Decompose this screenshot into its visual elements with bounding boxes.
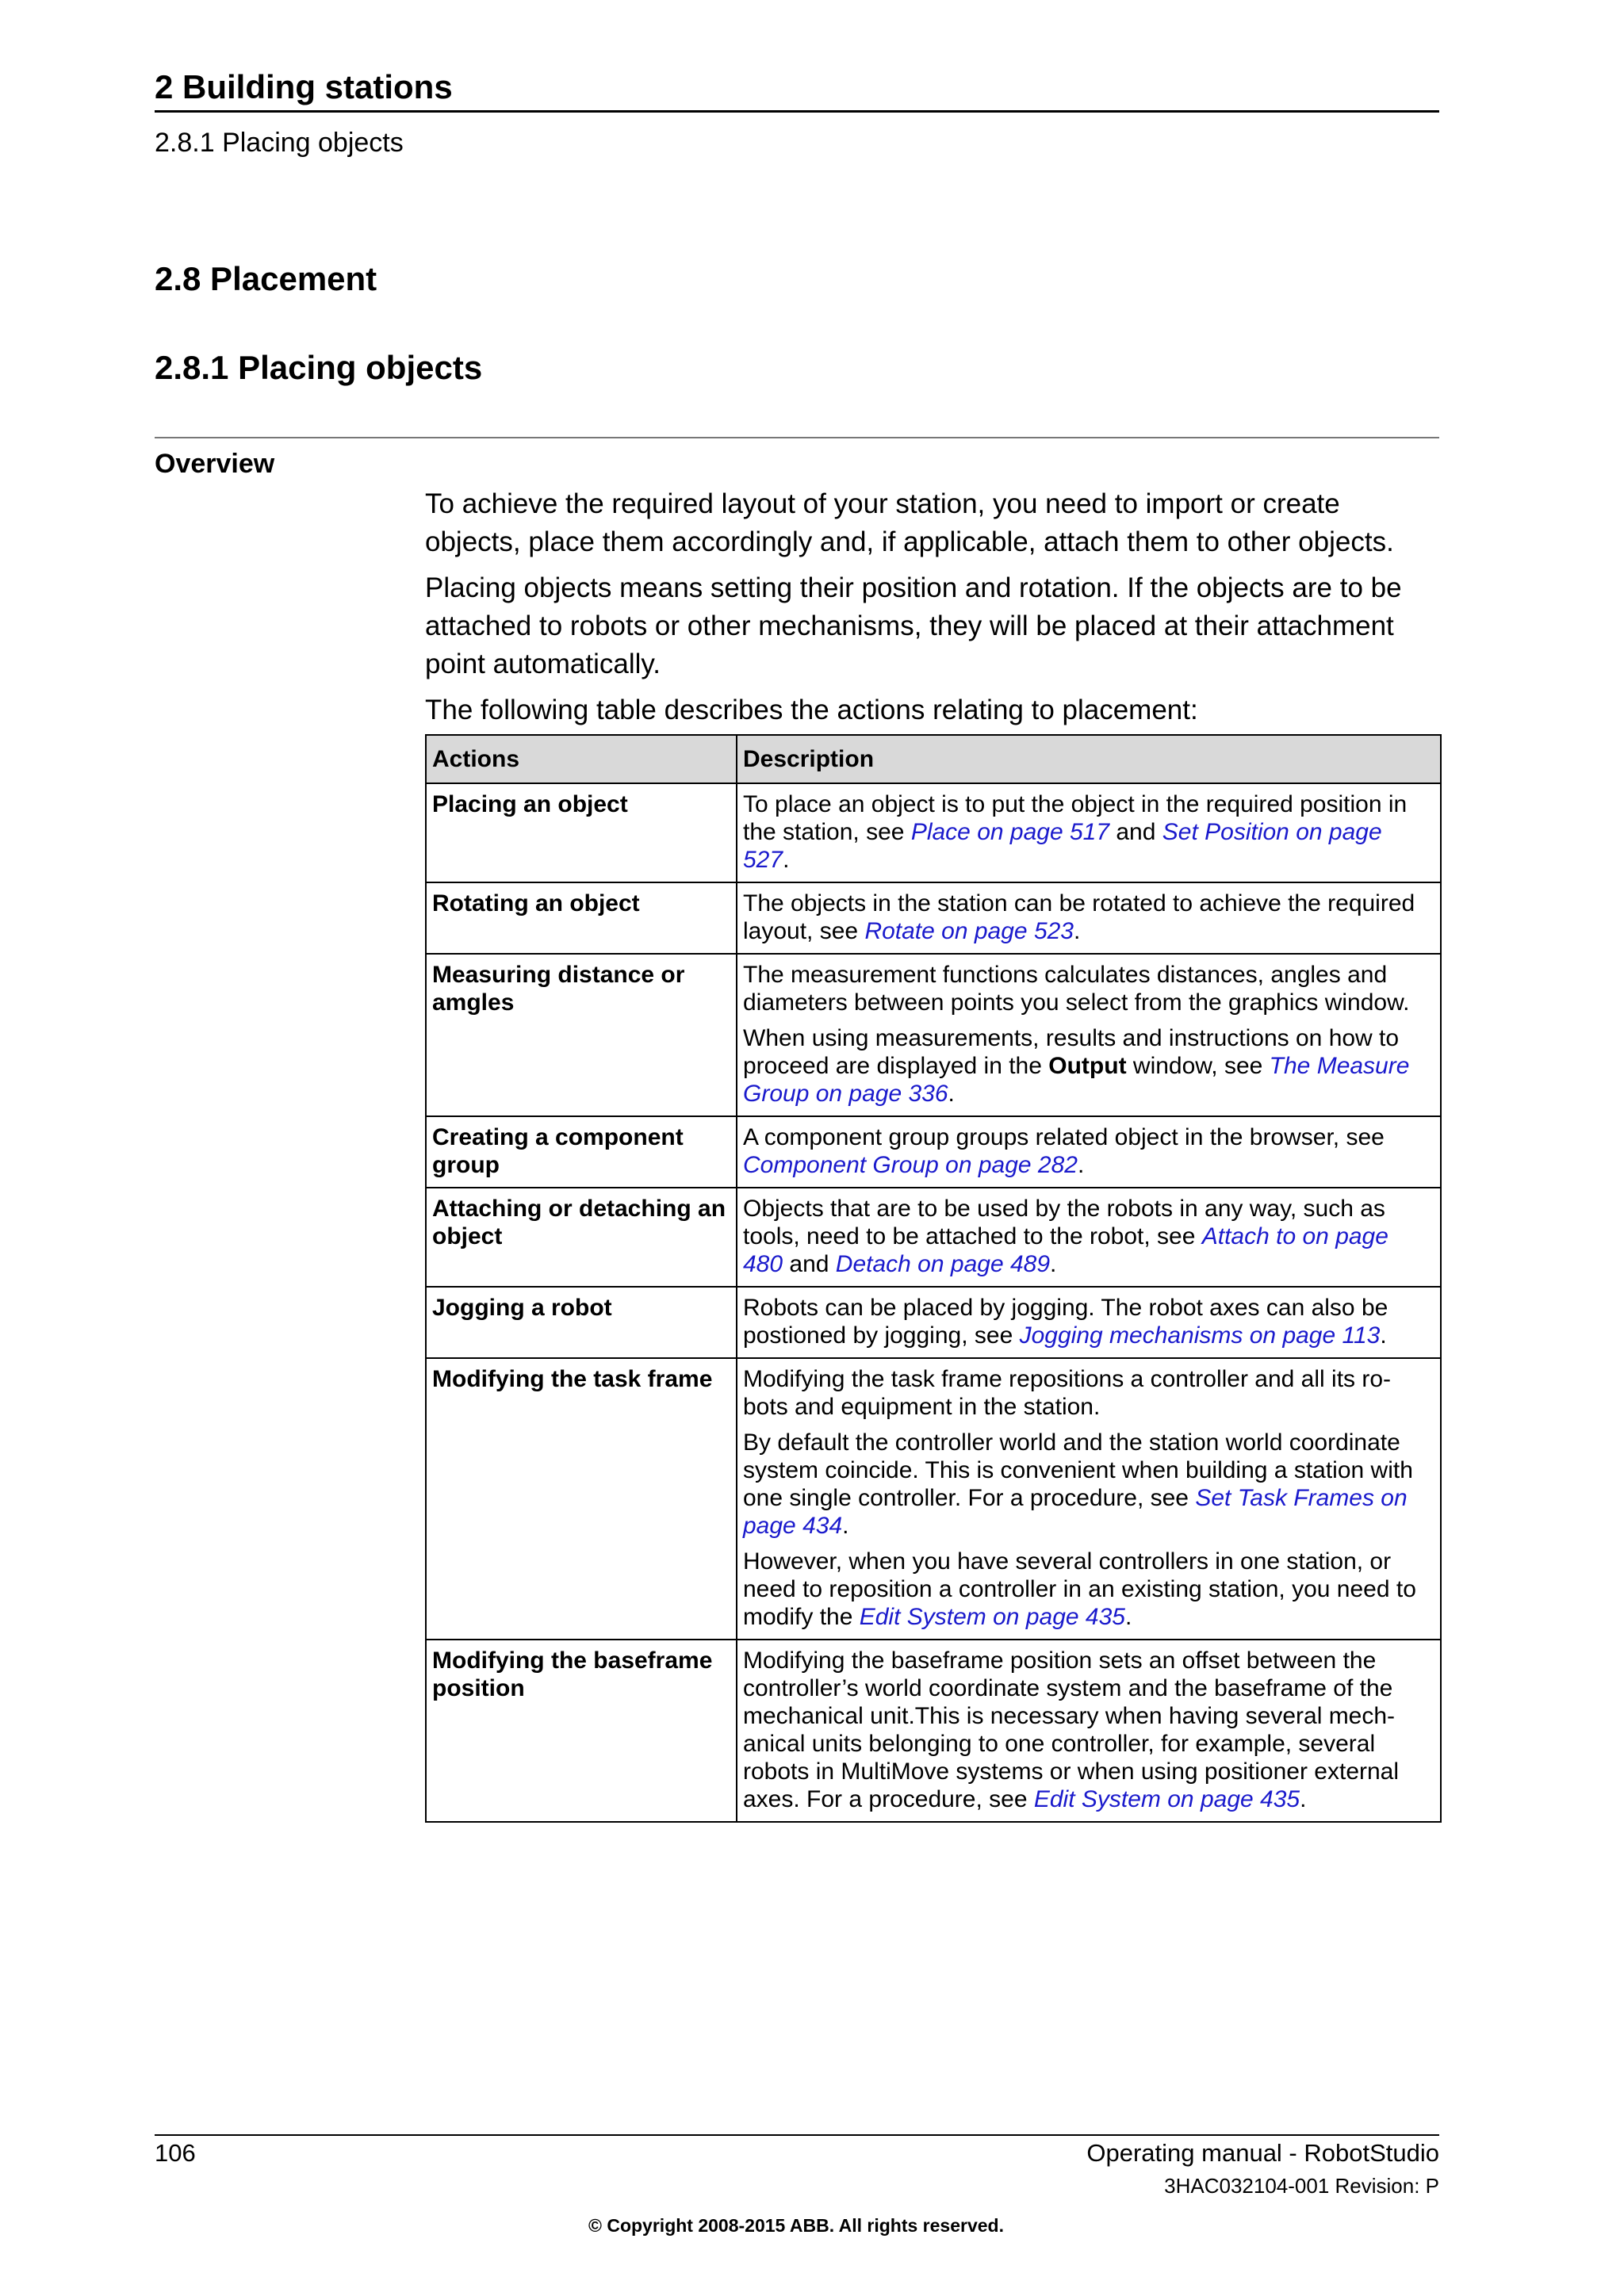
description-paragraph — [743, 1365, 1434, 1421]
table-body — [426, 783, 1441, 1822]
header-divider — [155, 110, 1439, 113]
description-paragraph — [743, 1294, 1434, 1349]
page-reference-link[interactable]: Edit System on page 435 — [859, 1604, 1125, 1630]
description-text: . — [783, 847, 790, 873]
subsection-heading: 2.8.1 Placing objects — [155, 349, 483, 386]
description-paragraph — [743, 1647, 1434, 1813]
description-cell — [737, 1116, 1441, 1188]
page-reference-link[interactable]: Jogging mechanisms on page 113 — [1019, 1322, 1381, 1349]
description-cell — [737, 1188, 1441, 1287]
page-reference-link[interactable]: Place on page 517 — [910, 819, 1110, 845]
description-text: . — [1050, 1251, 1057, 1277]
page-reference-link[interactable]: Detach on page 489 — [835, 1251, 1051, 1277]
action-cell: Measuring distance or amgles — [426, 954, 737, 1116]
page-reference-link[interactable]: Attach to on page 480 — [743, 1223, 1388, 1277]
overview-divider — [155, 437, 1439, 438]
description-text: A component group groups related object in the browser, see — [743, 1124, 1385, 1150]
description-cell — [737, 783, 1441, 882]
overview-paragraph: The following table describes the actions relating to placement: — [425, 695, 1198, 725]
overview-label: Overview — [155, 449, 275, 479]
overview-body — [425, 485, 1440, 737]
description-text: . — [1380, 1322, 1387, 1349]
copyright-notice: © Copyright 2008-2015 ABB. All rights reserved. — [588, 2215, 1004, 2236]
page-reference-link[interactable]: Set Position on page 527 — [743, 819, 1382, 873]
description-paragraph — [743, 790, 1434, 874]
page-reference-link[interactable]: Edit System on page 435 — [1033, 1786, 1300, 1812]
description-cell — [737, 882, 1441, 954]
description-text: window, see — [1126, 1053, 1270, 1079]
description-text: However, when you have several controllers in one station, or need to reposition a controller in an existing station, you need to modify the — [743, 1548, 1416, 1630]
page-reference-link[interactable]: Component Group on page 282 — [743, 1152, 1078, 1178]
description-text: By default the controller world and the station world coordinate system coincide. This is convenient when building a station with one single controller. For a procedure, see — [743, 1429, 1413, 1511]
ui-term: Output — [1048, 1053, 1127, 1079]
footer-divider — [155, 2134, 1439, 2136]
page-number: 106 — [155, 2139, 196, 2167]
description-text: Modifying the task frame repositions a controller and all its ro-bots and equipment in the station. — [743, 1366, 1392, 1420]
description-paragraph — [743, 1195, 1434, 1278]
description-text: To place an object is to put the object in the required position in the station, see — [743, 791, 1408, 845]
description-text: and — [1109, 819, 1162, 845]
description-text: . — [842, 1513, 849, 1539]
table-row — [426, 882, 1441, 954]
action-cell: Jogging a robot — [426, 1287, 737, 1358]
page-reference-link[interactable]: The Measure Group on page 336 — [743, 1053, 1410, 1107]
description-cell — [737, 1640, 1441, 1822]
description-text: . — [948, 1081, 955, 1107]
table-row — [426, 1640, 1441, 1822]
description-paragraph — [743, 1548, 1434, 1631]
description-text: and — [783, 1251, 836, 1277]
section-heading: 2.8 Placement — [155, 260, 377, 297]
chapter-header: 2 Building stations — [155, 68, 453, 105]
table-row — [426, 1358, 1441, 1640]
action-cell: Rotating an object — [426, 882, 737, 954]
document-id: 3HAC032104-001 Revision: P — [1164, 2174, 1439, 2198]
description-text: . — [1074, 918, 1081, 944]
description-paragraph — [743, 1429, 1434, 1540]
description-text: Robots can be placed by jogging. The robot axes can also be postioned by jogging, see — [743, 1295, 1388, 1349]
placement-actions-table — [425, 734, 1442, 1823]
description-paragraph — [743, 890, 1434, 945]
page-reference-link[interactable]: Set Task Frames on page 434 — [743, 1485, 1408, 1539]
description-text: . — [1077, 1152, 1085, 1178]
action-cell: Attaching or detaching an object — [426, 1188, 737, 1287]
description-paragraph — [743, 1123, 1434, 1179]
table-row — [426, 954, 1441, 1116]
page-reference-link[interactable]: Rotate on page 523 — [864, 918, 1074, 944]
table-header-row — [426, 735, 1441, 783]
description-text: The measurement functions calculates distances, angles and diameters between points you select from the graphics window. — [743, 962, 1410, 1016]
description-text: Objects that are to be used by the robots in any way, such as tools, need to be attached to the robot, see — [743, 1196, 1385, 1249]
action-cell: Modifying the task frame — [426, 1358, 737, 1640]
table-row — [426, 783, 1441, 882]
description-text: When using measurements, results and instructions on how to proceed are displayed in the — [743, 1025, 1400, 1079]
action-cell: Creating a component group — [426, 1116, 737, 1188]
description-text: The objects in the station can be rotated to achieve the required layout, see — [743, 890, 1415, 944]
overview-paragraph: Placing objects means setting their position and rotation. If the objects are to be attached to robots or other mechanisms, they will be placed at their attachment point automatically. — [425, 572, 1402, 679]
description-paragraph — [743, 1024, 1434, 1108]
description-text: . — [1300, 1786, 1307, 1812]
table-row — [426, 1188, 1441, 1287]
column-header-actions: Actions — [426, 735, 737, 783]
table-row — [426, 1116, 1441, 1188]
description-text: . — [1124, 1604, 1132, 1630]
description-paragraph — [743, 961, 1434, 1016]
overview-paragraph: To achieve the required layout of your station, you need to import or create objects, place them accordingly and, if applicable, attach them to other objects. — [425, 488, 1394, 557]
section-header: 2.8.1 Placing objects — [155, 128, 404, 158]
table-row — [426, 1287, 1441, 1358]
action-cell: Modifying the baseframe position — [426, 1640, 737, 1822]
description-cell — [737, 954, 1441, 1116]
description-cell — [737, 1358, 1441, 1640]
action-cell: Placing an object — [426, 783, 737, 882]
column-header-description: Description — [737, 735, 1441, 783]
description-cell — [737, 1287, 1441, 1358]
manual-title: Operating manual - RobotStudio — [1086, 2139, 1439, 2167]
description-text: Modifying the baseframe position sets an offset between the controller’s world coordinate system and the baseframe of the mechanical unit.This is necessary when having several mech-anical units belonging to one controller, for example, several robots in MultiMove systems or when using positioner external axes. For a procedure, see — [743, 1647, 1400, 1812]
